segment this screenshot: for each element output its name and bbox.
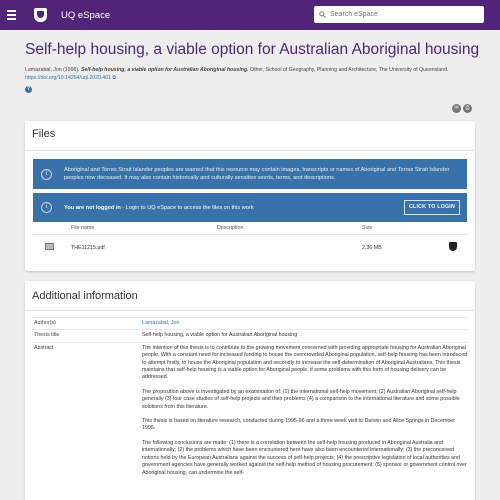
login-alert-bold: You are not logged in <box>64 204 121 211</box>
divider <box>33 234 467 235</box>
record-actions <box>452 104 472 113</box>
doi-link[interactable]: https://doi.org/10.14264/uql.2020.401 <box>25 74 111 81</box>
top-app-bar <box>0 0 500 30</box>
divider <box>25 310 475 311</box>
info-table <box>32 317 468 486</box>
additional-info-heading: Additional information <box>32 290 138 302</box>
file-row <box>25 237 475 257</box>
abstract-paragraph: This thesis is based on literature research, conducted during 1995-96 and a three week visit to Darwin and Alice Springs in December 1995. <box>142 418 455 432</box>
files-card <box>25 121 475 271</box>
login-alert-text <box>64 205 254 211</box>
login-alert <box>33 193 467 222</box>
uq-crest-logo[interactable] <box>34 8 47 22</box>
print-icon[interactable]: ⎙ <box>463 104 472 113</box>
column-header-description: Description <box>217 225 244 231</box>
abstract-text <box>142 343 468 486</box>
help-icon[interactable]: ? <box>26 86 31 92</box>
external-link-icon[interactable]: ⧉ <box>112 74 117 81</box>
file-thumbnail-icon[interactable] <box>45 243 54 250</box>
abstract-paragraph: The following conclusions are made: (1) there is a correlation between the self-help housing produced in Aboriginal Australia and internationally; (2) the problems which have been encountered here have also been encountered internationally; (3) the preconceived notions held by the European Australians against the success of self-help projects; (4) the prescriptive legislation of local authorities and government agencies have generally worked against the self-help method of housing procurement; (5) sponsor or government control over Aboriginal housing, can undermine the self- <box>142 439 467 476</box>
author-link[interactable]: Lamazabal, Jon <box>142 320 180 326</box>
login-button[interactable]: CLICK TO LOGIN <box>404 200 460 215</box>
info-label: Abstract <box>34 344 54 351</box>
app-title[interactable]: UQ eSpace <box>61 9 111 21</box>
cultural-warning-text: Aboriginal and Torres Strait Islander peoples are warned that this resource may contain images, transcripts or names of Aboriginal and Torres Strait Islander peoples now deceased. It may also contain historically and culturally sensitive words, terms, and descriptions. <box>64 167 450 181</box>
info-row-abstract <box>32 342 468 486</box>
abstract-paragraph: The intention of this thesis is to contribute to the growing movement concerned with providing appropriate housing for Australian Aboriginal people. With a constant need for increased funding to house the overcrowded Aboriginal population, self-help housing has been introduced to attempt firstly, to house the Aboriginal population and secondly to increase the self-determination of Aboriginal Australians. This thesis maintains that self-help housing is a viable option for Aboriginal people, if some problems with this form of housing delivery can be addressed. <box>142 344 468 381</box>
access-restricted-shield-icon <box>449 242 457 251</box>
abstract-paragraph: The proposition above is investigated by an examination of: (1) the international self-help movement; (2) Australian Aboriginal self-help generally (3) four case studies of self-help projects and their problems (4) a comparison to the international literature and some possible solutions from this literature. <box>142 388 460 410</box>
column-header-file-name: File name <box>71 225 95 231</box>
cultural-warning-alert <box>33 159 467 189</box>
column-header-size: Size <box>362 225 373 231</box>
share-icon[interactable]: ✉ <box>452 104 461 113</box>
info-label: Author(s) <box>34 320 56 326</box>
search-box[interactable] <box>314 6 484 23</box>
info-row-thesis-title <box>32 329 468 341</box>
info-row-authors <box>32 317 468 329</box>
additional-info-card <box>25 281 475 500</box>
search-icon <box>319 11 326 18</box>
files-heading: Files <box>32 128 56 140</box>
file-size: 2.36 MB <box>362 245 382 251</box>
page-title: Self-help housing, a viable option for Australian Aboriginal housing <box>25 41 480 58</box>
login-alert-rest: - Login to UQ eSpace to access the files on this work <box>120 204 254 211</box>
info-icon: i <box>41 202 52 213</box>
info-value: Self-help housing, a viable option for Australian Aboriginal housing <box>142 332 298 339</box>
divider <box>25 150 475 151</box>
info-icon: i <box>41 169 52 180</box>
menu-icon[interactable] <box>7 7 23 23</box>
citation-author-year: Lamazabal, Jon (1996). <box>25 67 81 73</box>
file-name: THE11215.pdf <box>71 245 105 251</box>
info-label: Thesis title <box>34 332 60 339</box>
citation-title: Self-help housing, a viable option for Australian Aboriginal housing. <box>80 67 249 73</box>
citation-source: Other, School of Geography, Planning and Architecture, The University of Queensland. <box>248 67 449 73</box>
search-input[interactable] <box>330 11 470 18</box>
citation <box>25 67 480 82</box>
